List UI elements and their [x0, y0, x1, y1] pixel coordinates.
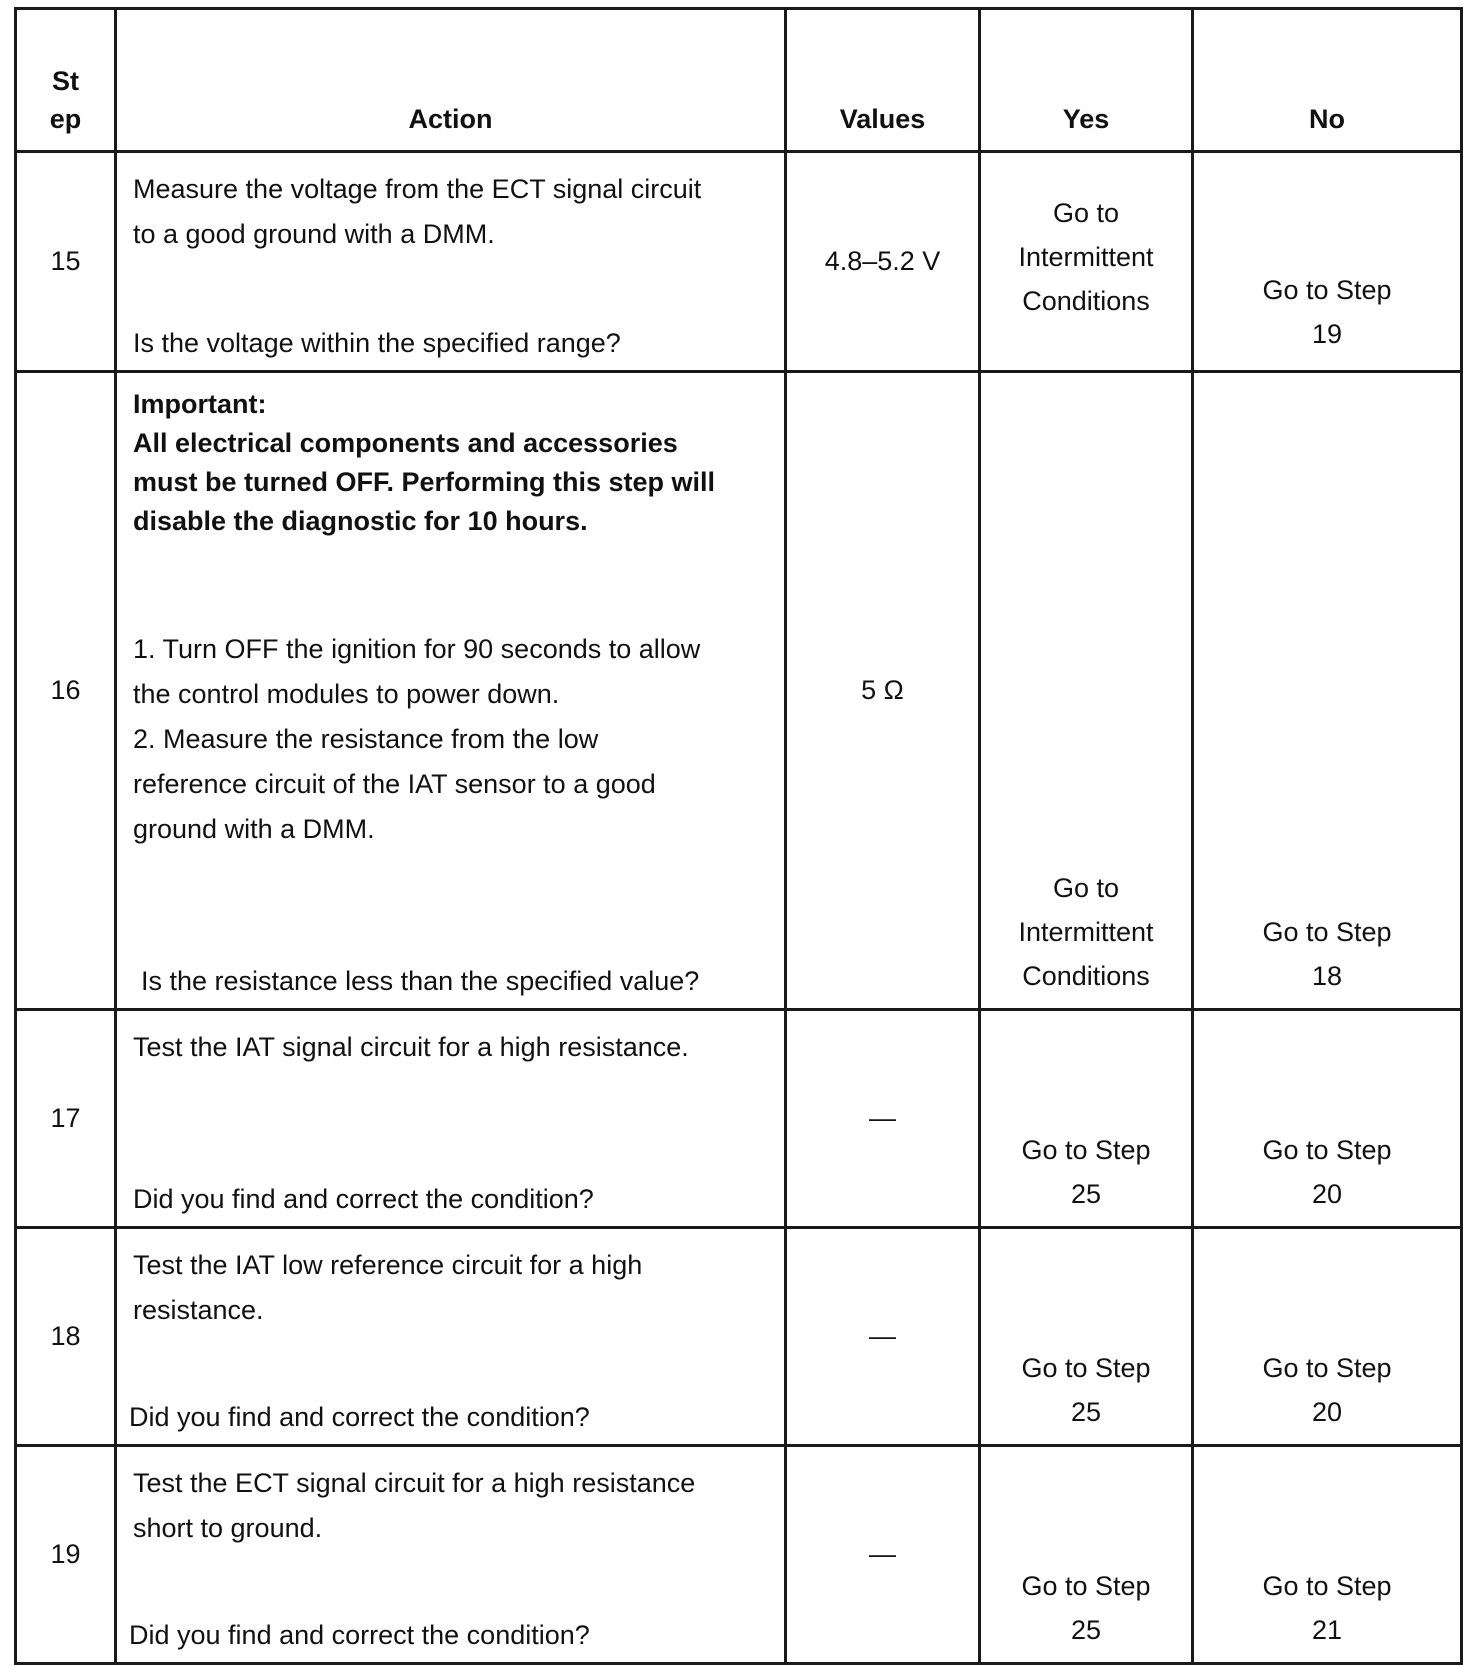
important-title: Important:	[133, 389, 267, 419]
header-values: Values	[786, 9, 980, 152]
header-step	[16, 9, 116, 152]
yes-cell	[980, 152, 1193, 372]
yes-line: 25	[1070, 1615, 1102, 1645]
action-line: to a good ground with a DMM.	[133, 219, 495, 249]
no-line: Go to Step	[1262, 1571, 1392, 1601]
value-cell: —	[786, 1446, 980, 1664]
important-note	[133, 385, 768, 541]
yes-line: Conditions	[1022, 285, 1150, 316]
no-cell	[1193, 372, 1462, 1010]
action-question: Did you find and correct the condition?	[133, 1184, 594, 1214]
yes-line: Intermittent	[1018, 917, 1154, 947]
yes-cell	[980, 1010, 1193, 1228]
no-cell	[1193, 1446, 1462, 1664]
action-cell	[116, 152, 786, 372]
no-cell	[1193, 152, 1462, 372]
important-line: must be turned OFF. Performing this step will	[133, 467, 716, 497]
table-row	[16, 1010, 1462, 1228]
action-cell	[116, 1228, 786, 1446]
no-line: 19	[1311, 319, 1343, 349]
yes-line: 25	[1070, 1179, 1102, 1209]
action-line: Test the IAT signal circuit for a high resistance.	[133, 1032, 689, 1062]
diagnostic-table	[14, 7, 1463, 1665]
important-line: disable the diagnostic for 10 hours.	[133, 506, 588, 536]
no-line: Go to Step	[1262, 1135, 1392, 1165]
header-step-line1: St	[52, 66, 79, 96]
value-cell: —	[786, 1228, 980, 1446]
action-cell	[116, 1446, 786, 1664]
step-number: 16	[16, 372, 116, 1010]
action-cell	[116, 372, 786, 1010]
yes-cell	[980, 372, 1193, 1010]
table-row	[16, 1446, 1462, 1664]
important-line: All electrical components and accessories	[133, 428, 678, 458]
value-cell: 5 Ω	[786, 372, 980, 1010]
action-line: 1. Turn OFF the ignition for 90 seconds to allow	[133, 634, 701, 664]
table-row	[16, 1228, 1462, 1446]
yes-line: Go to Step	[1021, 1571, 1151, 1601]
no-cell	[1193, 1228, 1462, 1446]
yes-line: Go to	[1052, 197, 1120, 228]
step-number: 19	[16, 1446, 116, 1664]
action-line: 2. Measure the resistance from the low	[133, 724, 599, 754]
header-no: No	[1193, 9, 1462, 152]
value-cell: 4.8–5.2 V	[786, 152, 980, 372]
header-step-line2: ep	[49, 104, 82, 134]
action-line: the control modules to power down.	[133, 679, 560, 709]
action-cell	[116, 1010, 786, 1228]
value-cell: —	[786, 1010, 980, 1228]
action-question: Is the voltage within the specified range?	[133, 328, 621, 358]
no-line: Go to Step	[1262, 1353, 1392, 1383]
yes-line: Go to Step	[1021, 1135, 1151, 1165]
action-line: Test the ECT signal circuit for a high resistance	[133, 1468, 696, 1498]
step-number: 15	[16, 152, 116, 372]
yes-line: Conditions	[1022, 961, 1150, 991]
action-line: resistance.	[133, 1295, 264, 1325]
action-question: Did you find and correct the condition?	[129, 1402, 590, 1432]
header-yes: Yes	[980, 9, 1193, 152]
step-number: 17	[16, 1010, 116, 1228]
action-line: ground with a DMM.	[133, 814, 375, 844]
yes-cell	[980, 1446, 1193, 1664]
table-row	[16, 372, 1462, 1010]
step-number: 18	[16, 1228, 116, 1446]
action-line: reference circuit of the IAT sensor to a good	[133, 769, 656, 799]
yes-line: Go to	[1052, 873, 1120, 903]
yes-line: 25	[1070, 1397, 1102, 1427]
no-line: 20	[1311, 1179, 1343, 1209]
action-line: short to ground.	[133, 1513, 323, 1543]
yes-line: Intermittent	[1018, 241, 1154, 272]
action-question: Did you find and correct the condition?	[129, 1620, 590, 1650]
no-line: 21	[1311, 1615, 1343, 1645]
no-line: 18	[1311, 961, 1343, 991]
action-question: Is the resistance less than the specified value?	[141, 966, 700, 996]
no-line: Go to Step	[1262, 917, 1392, 947]
no-cell	[1193, 1010, 1462, 1228]
no-line: 20	[1311, 1397, 1343, 1427]
header-action: Action	[116, 9, 786, 152]
yes-cell	[980, 1228, 1193, 1446]
table-header-row	[16, 9, 1462, 152]
table-row	[16, 152, 1462, 372]
action-line: Measure the voltage from the ECT signal circuit	[133, 174, 702, 204]
action-line: Test the IAT low reference circuit for a high	[133, 1250, 643, 1280]
yes-line: Go to Step	[1021, 1353, 1151, 1383]
no-line: Go to Step	[1262, 275, 1392, 305]
